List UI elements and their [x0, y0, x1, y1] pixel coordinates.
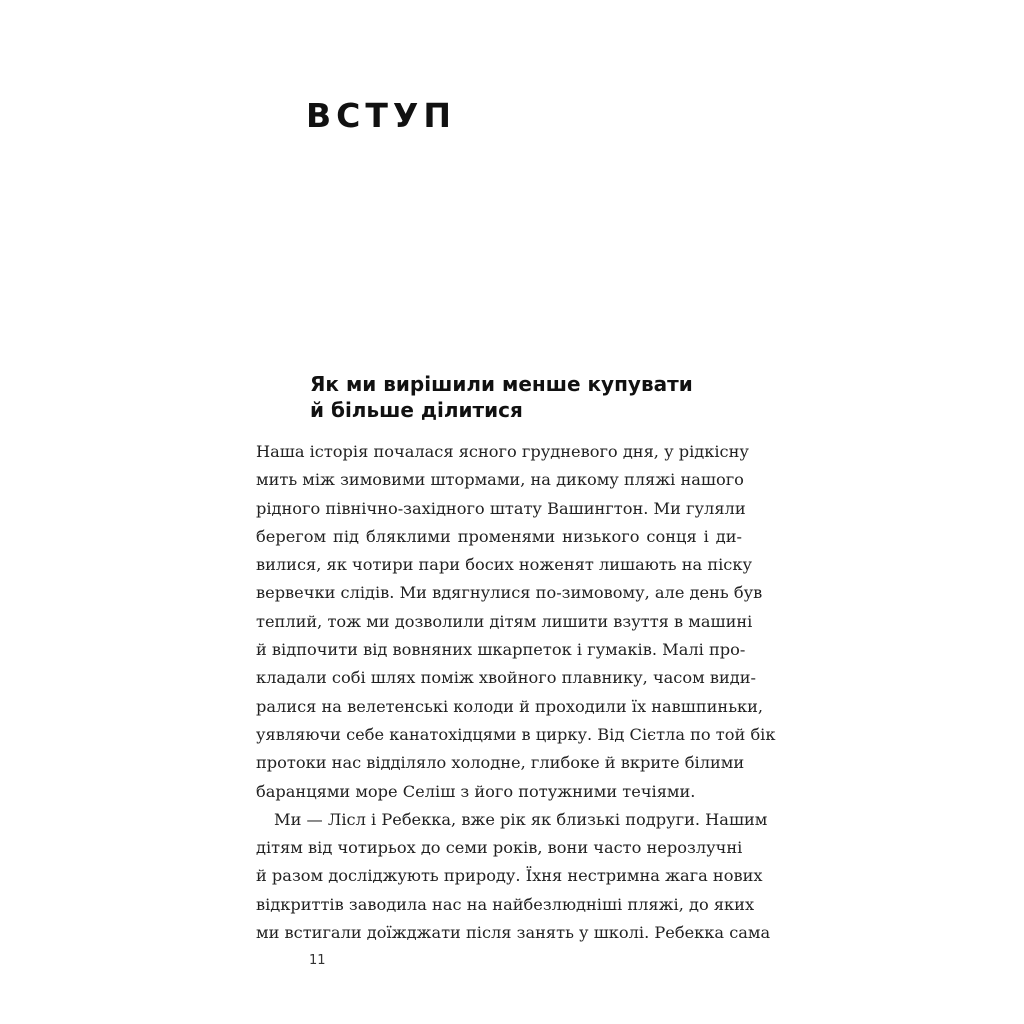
text-line: вилися, як чотири пари босих ноженят лишають на піску [256, 555, 753, 575]
text-line: дітям від чотирьох до семи років, вони часто нерозлучні [256, 838, 743, 858]
page-number: 11 [309, 953, 326, 968]
text-line: й разом досліджують природу. Їхня нестримна жага нових [256, 866, 763, 886]
text-line: протоки нас відділяло холодне, глибоке й вкрите білими [256, 753, 745, 773]
text-line: рідного північно-західного штату Вашингтон. Ми гуляли [256, 498, 746, 518]
text-line: ралися на велетенські колоди й проходили їх навшпиньки, [256, 696, 764, 716]
text-line: теплий, тож ми дозволили дітям лишити взуття в машині [256, 611, 753, 631]
body-text [256, 438, 776, 947]
text-line: й відпочити від вовняних шкарпеток і гумаків. Малі про- [256, 640, 746, 660]
paragraph [256, 806, 771, 947]
text-line: Ми — Лісл і Ребекка, вже рік як близькі подруги. Нашим [274, 809, 768, 829]
text-line: вервечки слідів. Ми вдягнулися по-зимовому, але день був [256, 583, 763, 603]
text-line: берегом під бляклими променями низького сонця і ди- [256, 526, 742, 546]
section-title-line: Як ми вирішили менше купувати [310, 372, 693, 396]
text-line: уявляючи себе канатохідцями в цирку. Від Сієтла по той бік [256, 724, 776, 744]
section-title-line: й більше ділитися [310, 398, 523, 422]
text-line: кладали собі шлях поміж хвойного плавнику, часом види- [256, 668, 756, 688]
chapter-title: ВСТУП [306, 96, 456, 135]
paragraph [256, 438, 776, 806]
text-line: ми встигали доїжджати після занять у школі. Ребекка сама [256, 923, 771, 943]
text-line: відкриттів заводила нас на найбезлюдніші пляжі, до яких [256, 894, 755, 914]
text-line: баранцями море Селіш з його потужними течіями. [256, 781, 696, 801]
text-line: Наша історія почалася ясного грудневого дня, у рідкісну [256, 442, 749, 461]
section-title [310, 371, 750, 423]
text-line: мить між зимовими штормами, на дикому пляжі нашого [256, 470, 744, 490]
